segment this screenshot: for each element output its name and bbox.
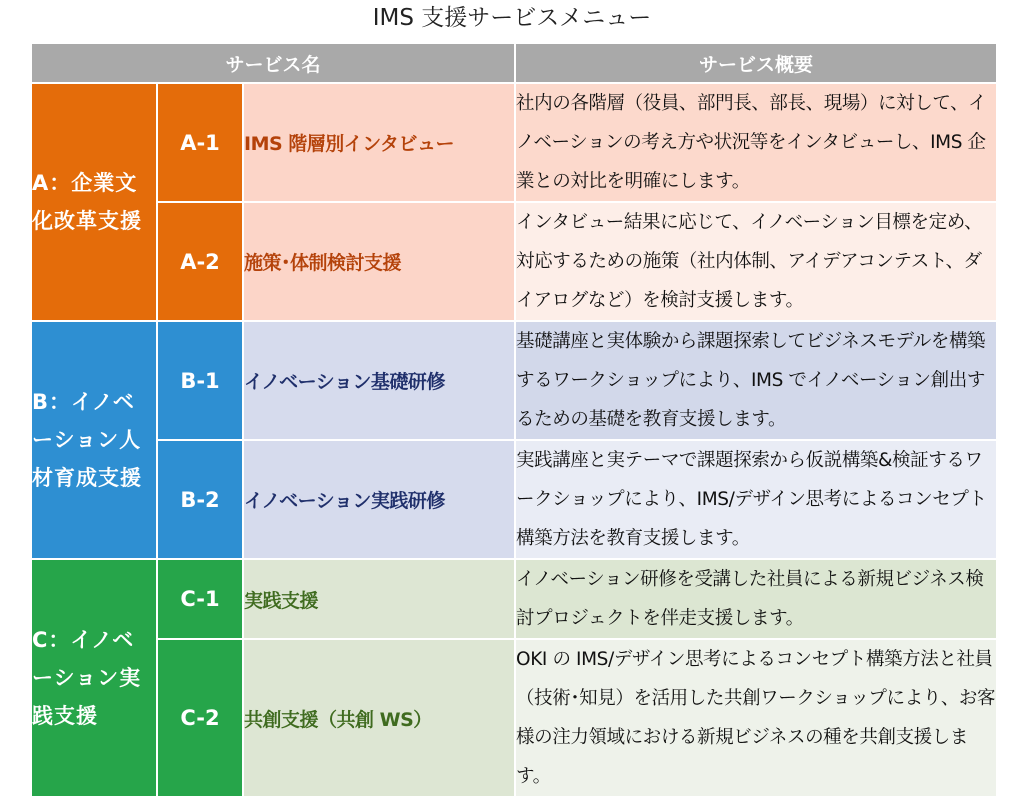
service-code: B-1 [157,321,243,440]
table-row [31,83,997,202]
service-name: 実践支援 [243,559,515,639]
service-description: 基礎講座と実体験から課題探索してビジネスモデルを構築するワークショップにより、IMS でイノベーション創出するための基礎を教育支援します。 [515,321,997,440]
table-row [31,321,997,440]
service-code: A-1 [157,83,243,202]
service-description: 実践講座と実テーマで課題探索から仮説構築&検証するワークショップにより、IMS/デザイン思考によるコンセプト構築方法を教育支援します。 [515,440,997,559]
table-row [31,440,997,559]
header-service-name: サービス名 [31,43,515,83]
table-row [31,639,997,797]
service-description: インタビュー結果に応じて、イノベーション目標を定め、対応するための施策（社内体制、アイデアコンテスト、ダイアログなど）を検討支援します。 [515,202,997,321]
service-code: A-2 [157,202,243,321]
service-name: イノベーション基礎研修 [243,321,515,440]
service-name: イノベーション実践研修 [243,440,515,559]
service-name: IMS 階層別インタビュー [243,83,515,202]
category-label-c: C：イノベーション実践支援 [31,559,157,797]
category-label-b: B：イノベーション人材育成支援 [31,321,157,559]
header-service-summary: サービス概要 [515,43,997,83]
service-description: OKI の IMS/デザイン思考によるコンセプト構築方法と社員（技術･知見）を活用した共創ワークショップにより、お客様の注力領域における新規ビジネスの種を共創支援します。 [515,639,997,797]
table-row [31,559,997,639]
service-code: C-1 [157,559,243,639]
service-menu-table [30,42,998,798]
table-header-row [31,43,997,83]
service-code: B-2 [157,440,243,559]
service-description: イノベーション研修を受講した社員による新規ビジネス検討プロジェクトを伴走支援します。 [515,559,997,639]
page-title: IMS 支援サービスメニュー [372,5,652,31]
service-description: 社内の各階層（役員、部門長、部長、現場）に対して、イノベーションの考え方や状況等をインタビューし、IMS 企業との対比を明確にします。 [515,83,997,202]
table-row [31,202,997,321]
service-name: 共創支援（共創 WS） [243,639,515,797]
service-code: C-2 [157,639,243,797]
service-name: 施策･体制検討支援 [243,202,515,321]
category-label-a: A：企業文化改革支援 [31,83,157,321]
